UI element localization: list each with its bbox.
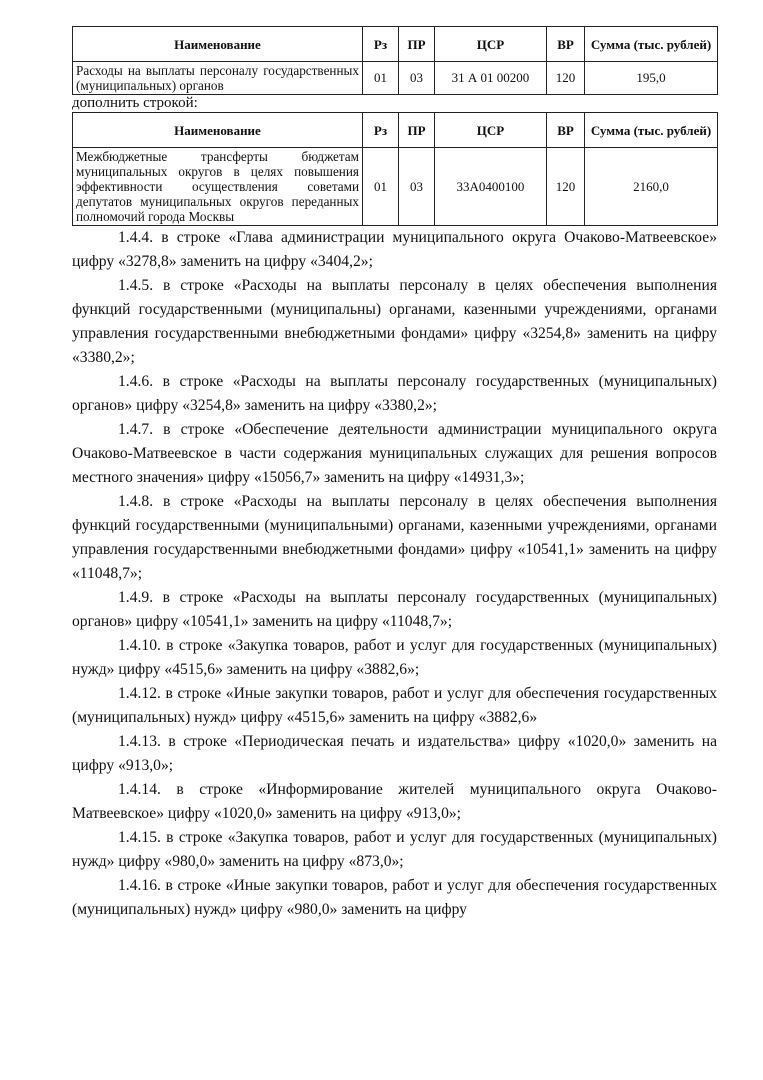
row-name: Межбюджетные трансферты бюджетам муниципальных округов в целях повышения эффективности осуществления советами депутатов муниципальных округов переданных полномочий города Москвы — [73, 148, 363, 226]
row-pr: 03 — [399, 62, 435, 95]
paragraph: 1.4.5. в строке «Расходы на выплаты персоналу в целях обеспечения выполнения функций государственными (муниципальны) органами, казенными учреждениями, органами управления государственными внебюджетными фондами» цифру «3254,8» заменить на цифру «3380,2»; — [72, 277, 717, 366]
paragraph: 1.4.7. в строке «Обеспечение деятельности администрации муниципального округа Очаково-Матвеевское в части содержания муниципальных служащих для решения вопросов местного значения» цифру «15056,7» заменить на цифру «14931,3»; — [72, 421, 717, 486]
header-sum: Сумма (тыс. рублей) — [585, 113, 718, 148]
paragraph: 1.4.15. в строке «Закупка товаров, работ и услуг для государственных (муниципальных) нужд» цифру «980,0» заменить на цифру «873,0»; — [72, 829, 717, 870]
paragraph: 1.4.13. в строке «Периодическая печать и издательства» цифру «1020,0» заменить на цифру «913,0»; — [72, 733, 717, 774]
header-pr: ПР — [399, 27, 435, 62]
table-header-row — [73, 113, 718, 148]
row-rz: 01 — [363, 148, 399, 226]
row-vr: 120 — [547, 62, 585, 95]
paragraph: 1.4.16. в строке «Иные закупки товаров, работ и услуг для обеспечения государственных (муниципальных) нужд» цифру «980,0» заменить на цифру — [72, 877, 717, 918]
table-row — [73, 148, 718, 226]
row-rz: 01 — [363, 62, 399, 95]
paragraph: 1.4.9. в строке «Расходы на выплаты персоналу государственных (муниципальных) органов» цифру «10541,1» заменить на цифру «11048,7»; — [72, 589, 717, 630]
paragraph: 1.4.10. в строке «Закупка товаров, работ и услуг для государственных (муниципальных) нужд» цифру «4515,6» заменить на цифру «3882,6»; — [72, 637, 717, 678]
document-page — [72, 26, 717, 922]
table-header-row — [73, 27, 718, 62]
header-name: Наименование — [73, 113, 363, 148]
header-vr: ВР — [547, 113, 585, 148]
row-sum: 2160,0 — [585, 148, 718, 226]
paragraph: 1.4.12. в строке «Иные закупки товаров, работ и услуг для обеспечения государственных (муниципальных) нужд» цифру «4515,6» заменить на цифру «3882,6» — [72, 685, 717, 726]
row-vr: 120 — [547, 148, 585, 226]
paragraph: 1.4.14. в строке «Информирование жителей муниципального округа Очаково-Матвеевское» цифру «1020,0» заменить на цифру «913,0»; — [72, 781, 717, 822]
amendments-text — [72, 226, 717, 922]
header-csr: ЦСР — [435, 113, 547, 148]
table-row — [73, 62, 718, 95]
header-name: Наименование — [73, 27, 363, 62]
paragraph: 1.4.6. в строке «Расходы на выплаты персоналу государственных (муниципальных) органов» цифру «3254,8» заменить на цифру «3380,2»; — [72, 373, 717, 414]
header-rz: Рз — [363, 27, 399, 62]
row-csr: 31 А 01 00200 — [435, 62, 547, 95]
paragraph: 1.4.4. в строке «Глава администрации муниципального округа Очаково-Матвеевское» цифру «3278,8» заменить на цифру «3404,2»; — [72, 229, 717, 270]
header-pr: ПР — [399, 113, 435, 148]
row-sum: 195,0 — [585, 62, 718, 95]
paragraph: 1.4.8. в строке «Расходы на выплаты персоналу в целях обеспечения выполнения функций государственными (муниципальными) органами, казенными учреждениями, органами управления государственными внебюджетными фондами» цифру «10541,1» заменить на цифру «11048,7»; — [72, 493, 717, 582]
between-text: дополнить строкой: — [72, 95, 198, 111]
budget-table-1 — [72, 26, 718, 95]
header-rz: Рз — [363, 113, 399, 148]
row-pr: 03 — [399, 148, 435, 226]
header-sum: Сумма (тыс. рублей) — [585, 27, 718, 62]
budget-table-2 — [72, 112, 718, 226]
row-name: Расходы на выплаты персоналу государственных (муниципальных) органов — [73, 62, 363, 95]
header-csr: ЦСР — [435, 27, 547, 62]
row-csr: 33А0400100 — [435, 148, 547, 226]
header-vr: ВР — [547, 27, 585, 62]
